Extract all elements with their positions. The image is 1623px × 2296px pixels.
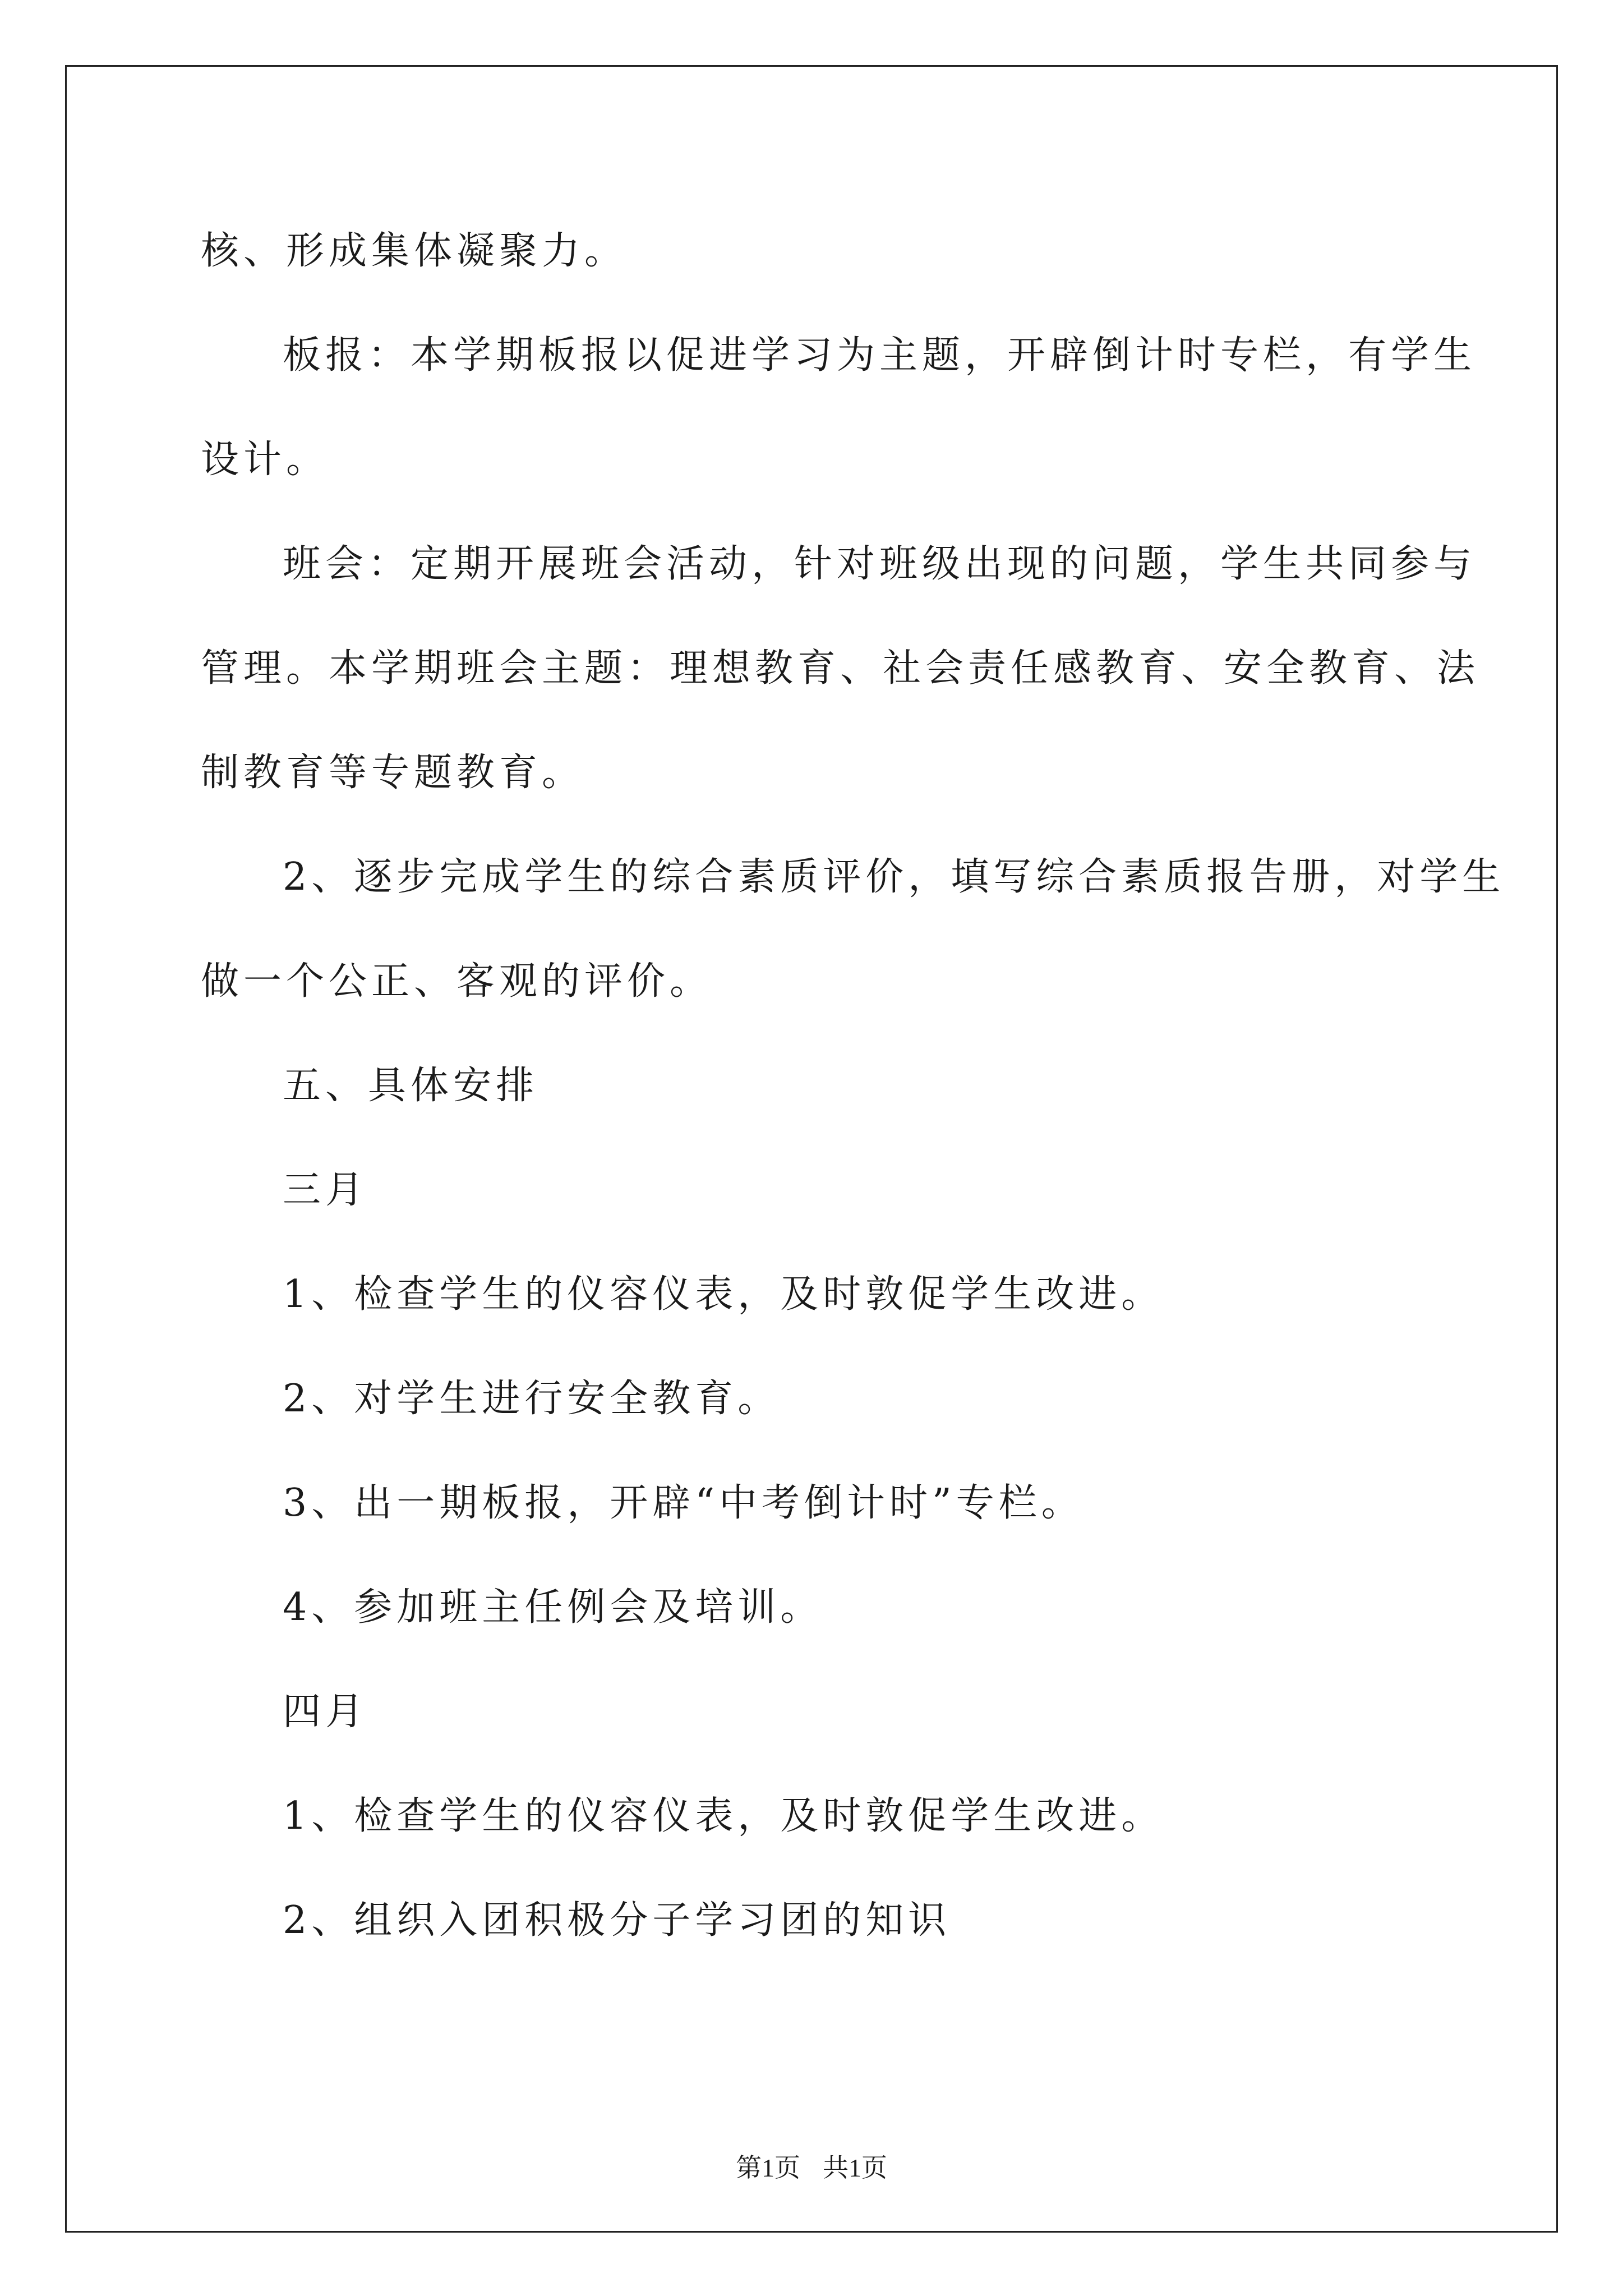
list-item: 4、参加班主任例会及培训。 (283, 1585, 823, 1630)
list-item: 2、对学生进行安全教育。 (283, 1377, 781, 1421)
month-heading-april: 四月 (283, 1690, 368, 1734)
list-item: 2、组织入团积极分子学习团的知识 (283, 1898, 951, 1943)
line-7: 2、逐步完成学生的综合素质评价，填写综合素质报告册，对学生 (283, 855, 1505, 899)
month-heading-march: 三月 (283, 1168, 368, 1212)
page-footer (0, 2147, 1623, 2184)
line-8: 做一个公正、客观的评价。 (201, 959, 713, 1004)
list-item: 1、检查学生的仪容仪表，及时敦促学生改进。 (283, 1794, 1164, 1838)
page-total: 共1页 (823, 2154, 887, 2182)
line-3: 设计。 (201, 438, 329, 482)
line-2: 板报：本学期板报以促进学习为主题，开辟倒计时专栏，有学生 (283, 333, 1477, 378)
list-item: 1、检查学生的仪容仪表，及时敦促学生改进。 (283, 1272, 1164, 1317)
line-1: 核、形成集体凝聚力。 (201, 229, 628, 273)
document-body (201, 199, 1505, 1973)
page-number: 第1页 (736, 2154, 800, 2182)
list-item: 3、出一期板报，开辟“中考倒计时”专栏。 (283, 1481, 1084, 1525)
line-4: 班会：定期开展班会活动，针对班级出现的问题，学生共同参与 (283, 542, 1477, 586)
line-5: 管理。本学期班会主题：理想教育、社会责任感教育、安全教育、法 (201, 646, 1480, 691)
line-6: 制教育等专题教育。 (201, 751, 585, 795)
section-heading: 五、具体安排 (283, 1064, 539, 1108)
